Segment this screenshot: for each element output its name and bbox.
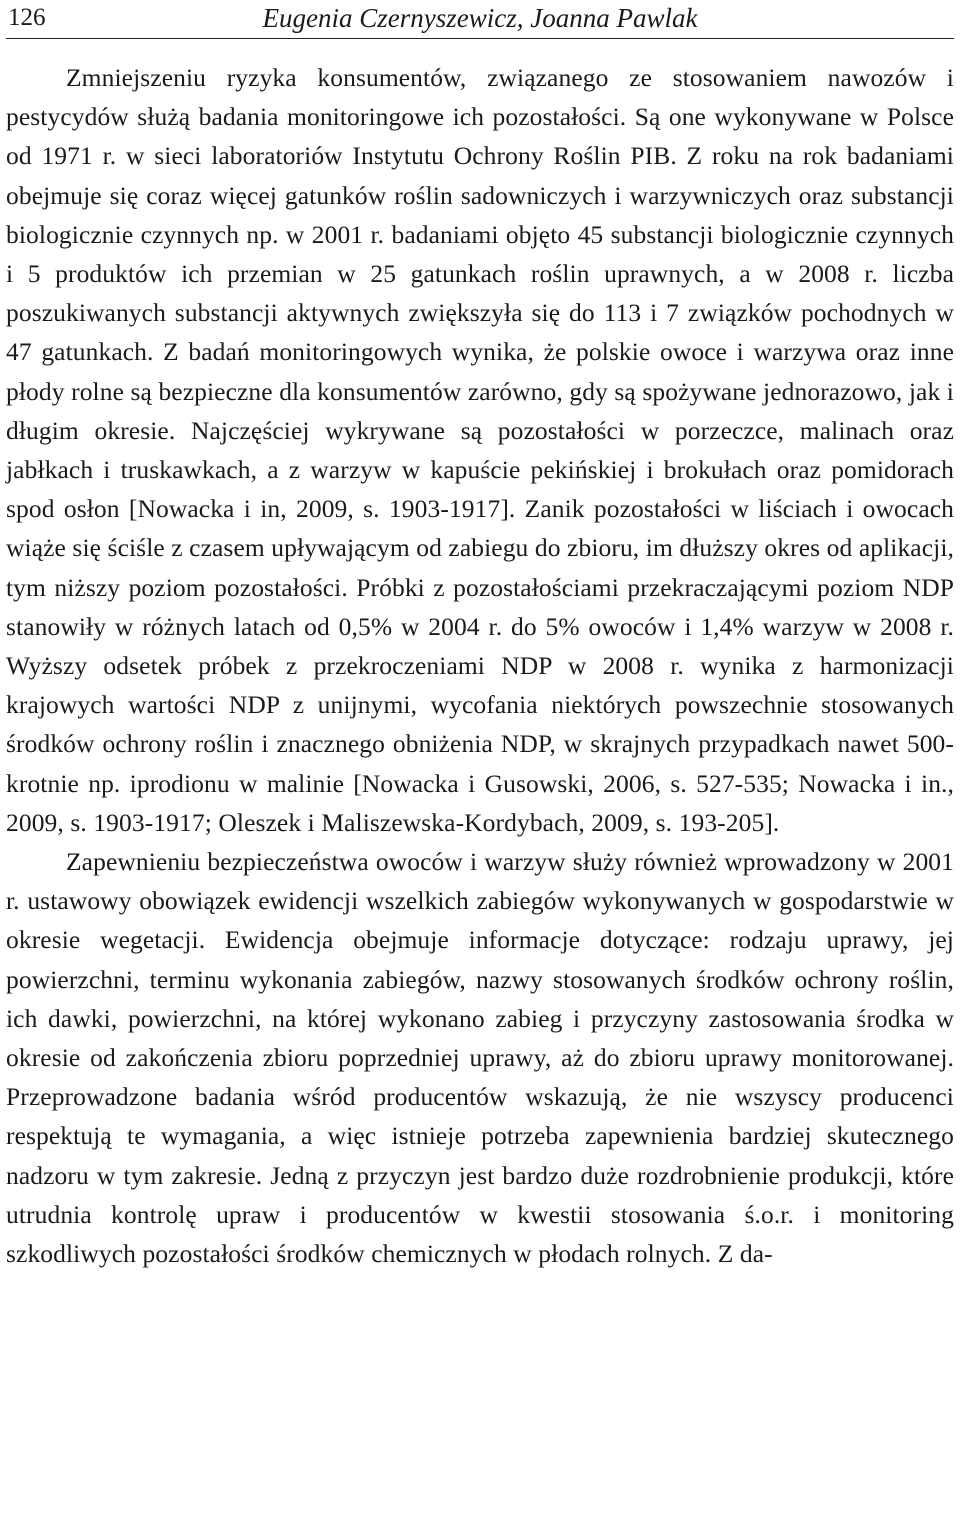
- running-header: [6, 2, 954, 39]
- body-text: [6, 58, 954, 1273]
- header-authors: Eugenia Czernyszewicz, Joanna Pawlak: [262, 3, 698, 33]
- paragraph-monitoring: Zmniejszeniu ryzyka konsumentów, związanego ze stosowaniem nawozów i pestycydów służą badania monitoringowe ich pozostałości. Są one wykonywane w Polsce od 1971 r. w sieci laboratoriów Instytutu Ochrony Roślin PIB. Z roku na rok badaniami obejmuje się coraz więcej gatunków roślin sadowniczych i warzywniczych oraz substancji biologicznie czynnych np. w 2001 r. badaniami objęto 45 substancji biologicznie czynnych i 5 produktów ich przemian w 25 gatunkach roślin uprawnych, a w 2008 r. liczba poszukiwanych substancji aktywnych zwiększyła się do 113 i 7 związków pochodnych w 47 gatunkach. Z badań monitoringowych wynika, że polskie owoce i warzywa oraz inne płody rolne są bezpieczne dla konsumentów zarówno, gdy są spożywane jednorazowo, jak i długim okresie. Najczęściej wykrywane są pozostałości w porzeczce, malinach oraz jabłkach i truskawkach, a z warzyw w kapuście pekińskiej i brokułach oraz pomidorach spod osłon [Nowacka i in, 2009, s. 1903-1917]. Zanik pozostałości w liściach i owocach wiąże się ściśle z czasem upływającym od zabiegu do zbioru, im dłuższy okres od aplikacji, tym niższy poziom pozostałości. Próbki z pozostałościami przekraczającymi poziom NDP stanowiły w różnych latach od 0,5% w 2004 r. do 5% owoców i 1,4% warzyw w 2008 r. Wyższy odsetek próbek z przekroczeniami NDP w 2008 r. wynika z harmonizacji krajowych wartości NDP z unijnymi, wycofania niektórych powszechnie stosowanych środków ochrony roślin i znacznego obniżenia NDP, w skrajnych przypadkach nawet 500-krotnie np. iprodionu w malinie [Nowacka i Gusowski, 2006, s. 527-535; Nowacka i in., 2009, s. 1903-1917; Oleszek i Maliszewska-Kordybach, 2009, s. 193-205].: [6, 63, 954, 837]
- page-number: 126: [8, 4, 46, 31]
- paragraph-records: Zapewnieniu bezpieczeństwa owoców i warzyw służy również wprowadzony w 2001 r. ustawowy obowiązek ewidencji wszelkich zabiegów wykonywanych w gospodarstwie w okresie wegetacji. Ewidencja obejmuje informacje dotyczące: rodzaju uprawy, jej powierzchni, terminu wykonania zabiegów, nazwy stosowanych środków ochrony roślin, ich dawki, powierzchni, na której wykonano zabieg i przyczyny zastosowania środka w okresie od zakończenia zbioru poprzedniej uprawy, aż do zbioru uprawy monitorowanej. Przeprowadzone badania wśród producentów wskazują, że nie wszyscy producenci respektują te wymagania, a więc istnieje potrzeba zapewnienia bardziej skutecznego nadzoru w tym zakresie. Jedną z przyczyn jest bardzo duże rozdrobnienie produkcji, które utrudnia kontrolę upraw i producentów w kwestii stosowania ś.o.r. i monitoring szkodliwych pozostałości środków chemicznych w płodach rolnych. Z da-: [6, 847, 954, 1269]
